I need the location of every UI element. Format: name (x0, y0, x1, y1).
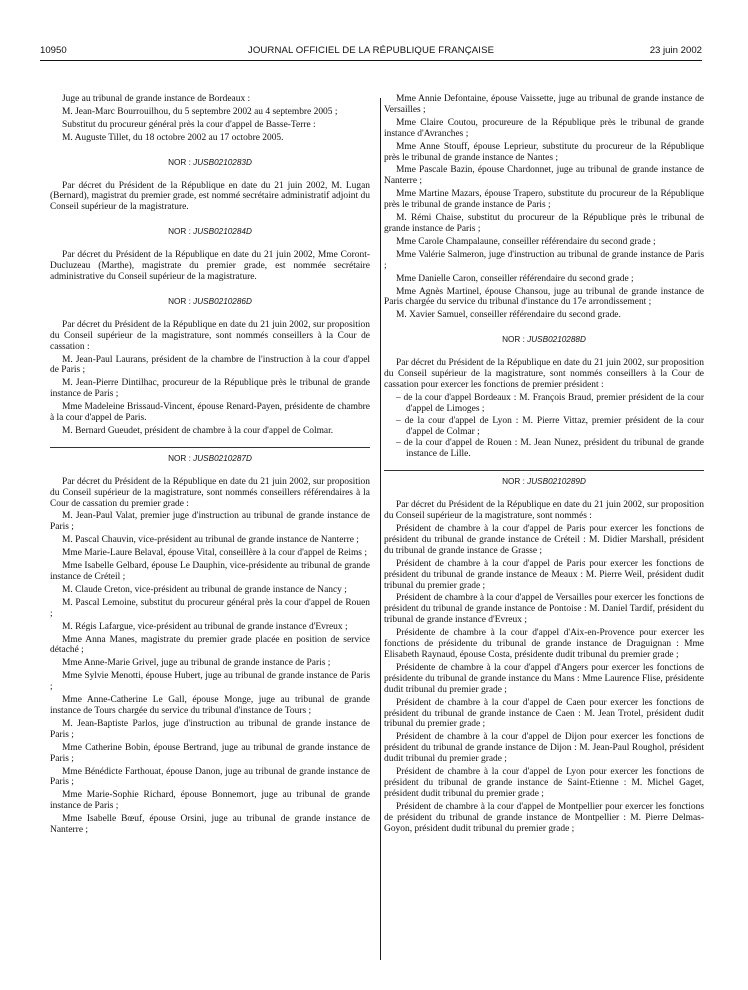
appointment-item: Président de chambre à la cour d'appel de Lyon pour exercer les fonctions de président du tribunal de grande instance de Saint-Etienne : M. Michel Gaget, président dudit tribunal du premier grade ; (384, 767, 704, 799)
dash-item: – de la cour d'appel de Rouen : M. Jean Nunez, président du tribunal de grande instance de Lille. (396, 438, 704, 460)
appointment-item: M. Claude Creton, vice-président au tribunal de grande instance de Nancy ; (62, 584, 347, 595)
issue-date: 23 juin 2002 (649, 45, 702, 56)
header-rule (40, 60, 702, 61)
decree-paragraph: Par décret du Président de la République en date du 21 juin 2002, sur proposition du Conseil supérieur de la magistrature, sont nommés conseillers à la Cour de cassation : (50, 319, 370, 352)
appointment-item: Mme Agnès Martinel, épouse Chansou, juge au tribunal de grande instance de Paris chargée du service du tribunal d'instance du 17e arrondissement ; (384, 286, 704, 308)
appointment-item: Mme Anne Stouff, épouse Leprieur, substitute du procureur de la République près le tribunal de grande instance de Nantes ; (384, 141, 704, 163)
appointment-item: Mme Valérie Salmeron, juge d'instruction au tribunal de grande instance de Paris ; (384, 249, 704, 271)
appointment-item: Mme Claire Coutou, procureure de la République près le tribunal de grande instance d'Avranches ; (384, 117, 704, 139)
appointment-item: M. Pascal Chauvin, vice-président au tribunal de grande instance de Nanterre ; (62, 535, 359, 546)
appointment-item: M. Régis Lafargue, vice-président au tribunal de grande instance d'Evreux ; (62, 621, 348, 632)
section-separator (384, 470, 704, 471)
appointment-item: Président de chambre à la cour d'appel de Dijon pour exercer les fonctions de président du tribunal de grande instance de Dijon : M. Jean-Paul Roughol, président dudit tribunal du premier grade ; (384, 732, 704, 765)
decree-paragraph: Par décret du Président de la République en date du 21 juin 2002, M. Lugan (Bernard), magistrat du premier grade, est nommé secrétaire administratif adjoint du Conseil supérieur de la magistrature. (50, 180, 370, 213)
appointment-item: M. Jean-Pierre Dintilhac, procureur de la République près le tribunal de grande instance de Paris ; (50, 378, 370, 400)
appointment-item: Mme Marie-Sophie Richard, épouse Bonnemort, juge au tribunal de grande instance de Paris ; (50, 790, 370, 812)
appointment-item: M. Pascal Lemoine, substitut du procureur général près la cour d'appel de Rouen ; (50, 597, 370, 619)
decree-paragraph: Par décret du Président de la République en date du 21 juin 2002, sur proposition du Conseil supérieur de la magistrature, sont nommés conseillers référendaires à la Cour de cassation du premier grade : (50, 476, 370, 509)
journal-title: JOURNAL OFFICIEL DE LA RÉPUBLIQUE FRANÇAISE (247, 45, 495, 56)
section-separator (50, 447, 370, 448)
nor-reference: NOR : JUSB0210287D (168, 453, 252, 463)
decree-paragraph: Par décret du Président de la République en date du 21 juin 2002, sur proposition du Conseil supérieur de la magistrature, sont nommés conseillers à la Cour de cassation pour exercer les fonctions de premier président : (384, 358, 704, 390)
appointment-item: Mme Bénédicte Farthouat, épouse Danon, juge au tribunal de grande instance de Paris ; (50, 766, 370, 788)
appointment-item: M. Jean-Baptiste Parlos, juge d'instruction au tribunal de grande instance de Paris ; (50, 718, 370, 740)
right-column (384, 94, 704, 836)
column-divider (380, 98, 381, 960)
appointment-item: Mme Madeleine Brissaud-Vincent, épouse Renard-Payen, présidente de chambre à la cour d'appel de Paris. (50, 402, 370, 424)
appointment-item: Mme Martine Mazars, épouse Trapero, substitute du procureur de la République près le tribunal de grande instance de Paris ; (384, 189, 704, 211)
paragraph: Substitut du procureur général près la cour d'appel de Basse-Terre : (62, 119, 316, 130)
appointment-item: Mme Annie Defontaine, épouse Vaissette, juge au tribunal de grande instance de Versailles ; (384, 94, 704, 115)
appointment-item: Président de chambre à la cour d'appel de Paris pour exercer les fonctions de président du tribunal de grande instance de Créteil : M. Didier Marshall, président du tribunal de grande instance de Grasse ; (384, 524, 704, 556)
paragraph: Juge au tribunal de grande instance de Bordeaux : (62, 94, 251, 104)
left-column (50, 94, 370, 838)
appointment-item: Président de chambre à la cour d'appel de Paris pour exercer les fonctions de président du tribunal de grande instance de Meaux : M. Pierre Weil, président dudit tribunal du premier grade ; (384, 558, 704, 591)
decree-paragraph: Par décret du Président de la République en date du 21 juin 2002, sur proposition du Conseil supérieur de la magistrature, sont nommés : (384, 500, 704, 522)
appointment-item: Mme Anne-Catherine Le Gall, épouse Monge, juge au tribunal de grande instance de Tours chargée du service du tribunal d'instance de Tours ; (50, 695, 370, 716)
appointment-item: Mme Marie-Laure Belaval, épouse Vital, conseillère à la cour d'appel de Reims ; (62, 548, 367, 559)
page-header (40, 45, 702, 59)
appointment-item: M. Jean-Paul Laurans, président de la chambre de l'instruction à la cour d'appel de Paris ; (50, 354, 370, 376)
paragraph: M. Auguste Tillet, du 18 octobre 2002 au 17 octobre 2005. (62, 132, 284, 143)
nor-reference: NOR : JUSB0210289D (502, 477, 586, 487)
dash-item: – de la cour d'appel Bordeaux : M. François Braud, premier président de la cour d'appel de Limoges ; (396, 392, 704, 414)
appointment-item: Mme Pascale Bazin, épouse Chardonnet, juge au tribunal de grande instance de Nanterre ; (384, 165, 704, 187)
nor-reference: NOR : JUSB0210284D (168, 227, 252, 237)
appointment-item: Mme Anne-Marie Grivel, juge au tribunal de grande instance de Paris ; (62, 658, 331, 669)
appointment-item: Mme Danielle Caron, conseiller référendaire du second grade ; (396, 273, 634, 284)
appointment-item: Mme Sylvie Menotti, épouse Hubert, juge au tribunal de grande instance de Paris ; (50, 671, 370, 693)
appointment-item: Président de chambre à la cour d'appel de Caen pour exercer les fonctions de président du tribunal de grande instance de Caen : M. Jean Trotel, président dudit tribunal du premier grade ; (384, 697, 704, 730)
appointment-item: Mme Isabelle Bœuf, épouse Orsini, juge au tribunal de grande instance de Nanterre ; (50, 814, 370, 836)
nor-reference: NOR : JUSB0210283D (168, 157, 252, 167)
appointment-item: Mme Catherine Bobin, épouse Bertrand, juge au tribunal de grande instance de Paris ; (50, 742, 370, 764)
dash-item: – de la cour d'appel de Lyon : M. Pierre Vittaz, premier président de la cour d'appel de Colmar ; (396, 415, 704, 437)
appointment-item: Présidente de chambre à la cour d'appel d'Aix-en-Provence pour exercer les fonctions de présidente du tribunal de grande instance de Draguignan : Mme Elisabeth Raynaud, épouse Costa, présidente dudit tribunal du premier grade ; (384, 628, 704, 660)
appointment-item: Président de chambre à la cour d'appel de Montpellier pour exercer les fonctions de président du tribunal de grande instance de Montpellier : M. Pierre Delmas-Goyon, président dudit tribunal du premier grade ; (384, 801, 704, 834)
nor-reference: NOR : JUSB0210288D (502, 335, 586, 345)
appointment-item: Présidente de chambre à la cour d'appel d'Angers pour exercer les fonctions de présidente du tribunal de grande instance du Mans : Mme Laurence Flise, présidente dudit tribunal du premier grade ; (384, 662, 704, 695)
appointment-item: Mme Carole Champalaune, conseiller référendaire du second grade ; (396, 236, 656, 247)
appointment-item: M. Rémi Chaise, substitut du procureur de la République près le tribunal de grande instance de Paris ; (384, 213, 704, 234)
nor-reference: NOR : JUSB0210286D (168, 296, 252, 306)
appointment-item: Mme Anna Manes, magistrate du premier grade placée en position de service détaché ; (50, 634, 370, 656)
paragraph: M. Jean-Marc Bourrouilhou, du 5 septembre 2002 au 4 septembre 2005 ; (62, 106, 338, 117)
page-number: 10950 (40, 45, 67, 56)
appointment-item: Président de chambre à la cour d'appel de Versailles pour exercer les fonctions de président du tribunal de grande instance de Pontoise : M. Daniel Tardif, président du tribunal de grande instance d'Evreux ; (384, 593, 704, 626)
appointment-item: Mme Isabelle Gelbard, épouse Le Dauphin, vice-présidente au tribunal de grande instance de Créteil ; (50, 561, 370, 582)
appointment-item: M. Xavier Samuel, conseiller référendaire du second grade. (396, 310, 621, 321)
decree-paragraph: Par décret du Président de la République en date du 21 juin 2002, Mme Coront-Ducluzeau (Marthe), magistrate du premier grade, est nommée secrétaire administrative du Conseil supérieur de la magistrature. (50, 250, 370, 282)
appointment-item: M. Bernard Gueudet, président de chambre à la cour d'appel de Colmar. (62, 425, 334, 436)
appointment-item: M. Jean-Paul Valat, premier juge d'instruction au tribunal de grande instance de Paris ; (50, 511, 370, 533)
